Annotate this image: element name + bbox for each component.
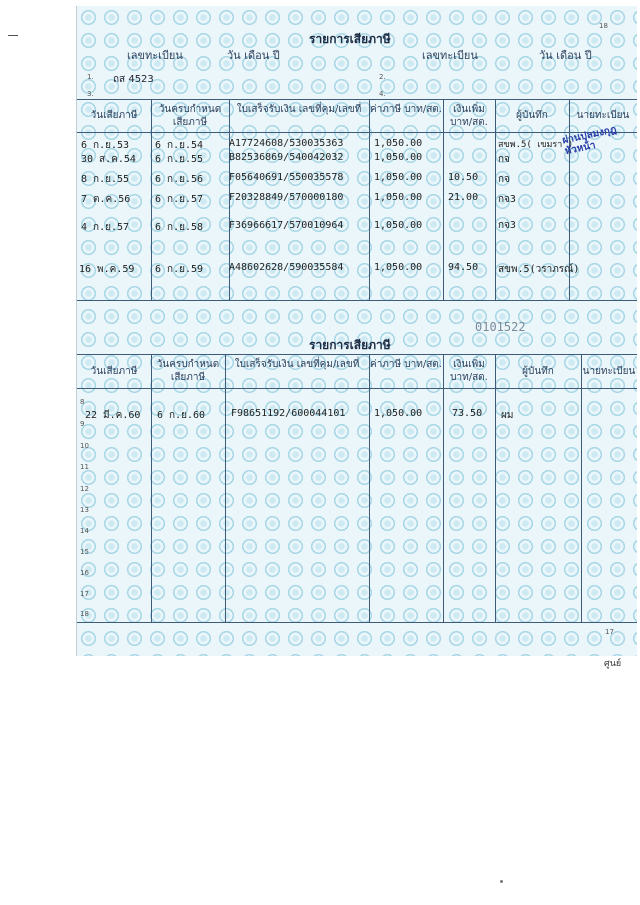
column-divider [151,354,152,622]
col-header-due: วันครบกำหนด เสียภาษี [158,104,222,128]
rule [77,388,637,389]
col-header-recorder: ผู้บันทึก [516,110,548,121]
reg-num-4: 4. [379,90,386,98]
header-date-right: วัน เดือน ปี [539,49,592,62]
row6-tax: 1,050.00 [374,262,423,273]
column-divider [443,99,444,300]
rule [77,132,637,133]
row3-tax: 1,050.00 [374,172,423,183]
col2-header-paid: วันเสียภาษี [90,366,138,377]
column-divider [495,99,496,300]
row1-tax: 1,050.00 [374,138,423,149]
row-number: 10 [80,442,89,450]
s2-row1-paid: 22 มี.ค.60 [85,410,141,421]
row4-recorder: กจ3 [498,194,516,205]
row5-tax: 1,050.00 [374,220,423,231]
col-header-registrar: นายทะเบียน [576,110,630,121]
row3-receipt: F05640691/550035578 [229,172,344,183]
reg-num-1: 1. [87,73,94,81]
s2-row1-extra: 73.50 [452,408,483,419]
row-number: 15 [80,548,89,556]
row-number: 16 [80,569,89,577]
rule [77,99,637,100]
row6-extra: 94.50 [448,262,479,273]
page-number-top: 18 [599,22,608,30]
row4-extra: 21.00 [448,192,479,203]
row1-due: 6 ก.ย.54 [155,140,204,151]
section1-title: รายการเสียภาษี [309,32,391,46]
row6-recorder: สขพ.5(วราภรณ์) [498,264,580,275]
row1-receipt: A17724608/530035363 [229,138,344,149]
column-divider [151,99,152,300]
row3-recorder: กจ [498,174,510,185]
tax-record-sheet [76,6,637,656]
column-divider [495,354,496,622]
row3-paid: 8 ก.ย.55 [81,174,130,185]
col-header-receipt: ใบเสร็จรับเงิน เลขที่คุม/เลขที่ [236,104,362,115]
s2-row1-due: 6 ก.ย.60 [157,410,206,421]
col2-header-tax: ค่าภาษี บาท/สต. [370,359,442,370]
header-reg-right: เลขทะเบียน [422,49,478,62]
rule [77,622,637,623]
registrar-stamp: ผ่านปุลมงกุฎ หัวหน้า [561,124,618,158]
row2-receipt: B82536869/540042032 [229,152,344,163]
reg-num-3: 3. [87,90,94,98]
column-divider [369,99,370,300]
rule [77,354,637,355]
row-number: 12 [80,485,89,493]
rule [77,300,637,301]
row-number: 14 [80,527,89,535]
reg-value-1: ถส 4523 [113,74,154,85]
row6-paid: 16 พ.ค.59 [79,264,135,275]
row-number: 18 [80,610,89,618]
column-divider [581,354,582,622]
row-number: 11 [80,463,89,471]
row1-recorder: สขพ.5( เขมรา ) [498,140,574,150]
col-header-tax: ค่าภาษี บาท/สต. [370,104,442,115]
col2-header-recorder: ผู้บันทึก [522,366,554,377]
reg-num-2: 2. [379,73,386,81]
margin-dash [8,35,18,36]
col2-header-due: วันครบกำหนด เสียภาษี [156,359,220,383]
header-reg-left: เลขทะเบียน [127,49,183,62]
row6-due: 6 ก.ย.59 [155,264,204,275]
col2-header-receipt: ใบเสร็จรับเงิน เลขที่คุม/เลขที่ [234,359,360,370]
s2-row1-recorder: ผม [501,410,514,421]
page-number-bottom: 17 [605,628,614,636]
row5-recorder: กจ3 [498,220,516,231]
row3-due: 6 ก.ย.56 [155,174,204,185]
row4-due: 6 ก.ย.57 [155,194,204,205]
row5-due: 6 ก.ย.58 [155,222,204,233]
s2-row1-tax: 1,050.00 [374,408,423,419]
row4-receipt: F20328849/570000180 [229,192,344,203]
column-divider [443,354,444,622]
row5-paid: 4 ก.ย.57 [81,222,130,233]
row-number: 9 [80,420,85,428]
header-date-left: วัน เดือน ปี [227,49,280,62]
scan-speck [500,880,503,883]
col-header-extra: เงินเพิ่ม บาท/สต. [450,104,488,128]
row1-paid: 6 ก.ย.53 [81,140,130,151]
s2-row1-receipt: F98651192/600044101 [231,408,346,419]
col2-header-registrar: นายทะเบียน [582,366,636,377]
row-number: 13 [80,506,89,514]
row-number: 17 [80,590,89,598]
row2-paid: 30 ส.ค.54 [81,154,136,165]
row2-tax: 1,050.00 [374,152,423,163]
section2-title: รายการเสียภาษี [309,338,391,352]
row5-receipt: F36966617/570010964 [229,220,344,231]
col-header-paid: วันเสียภาษี [90,110,138,121]
column-divider [369,354,370,622]
col2-header-extra: เงินเพิ่ม บาท/สต. [450,359,488,383]
row6-receipt: A48602628/590035584 [229,262,344,273]
row4-paid: 7 ต.ค.56 [81,194,131,205]
faded-number: 0101522 [475,320,526,334]
row2-due: 6 ก.ย.55 [155,154,204,165]
row3-extra: 10.50 [448,172,479,183]
row4-tax: 1,050.00 [374,192,423,203]
row2-recorder: กจ [498,154,510,165]
column-divider [225,354,226,622]
corner-text: ศูนย์ [604,659,622,669]
row-number: 8 [80,398,85,406]
